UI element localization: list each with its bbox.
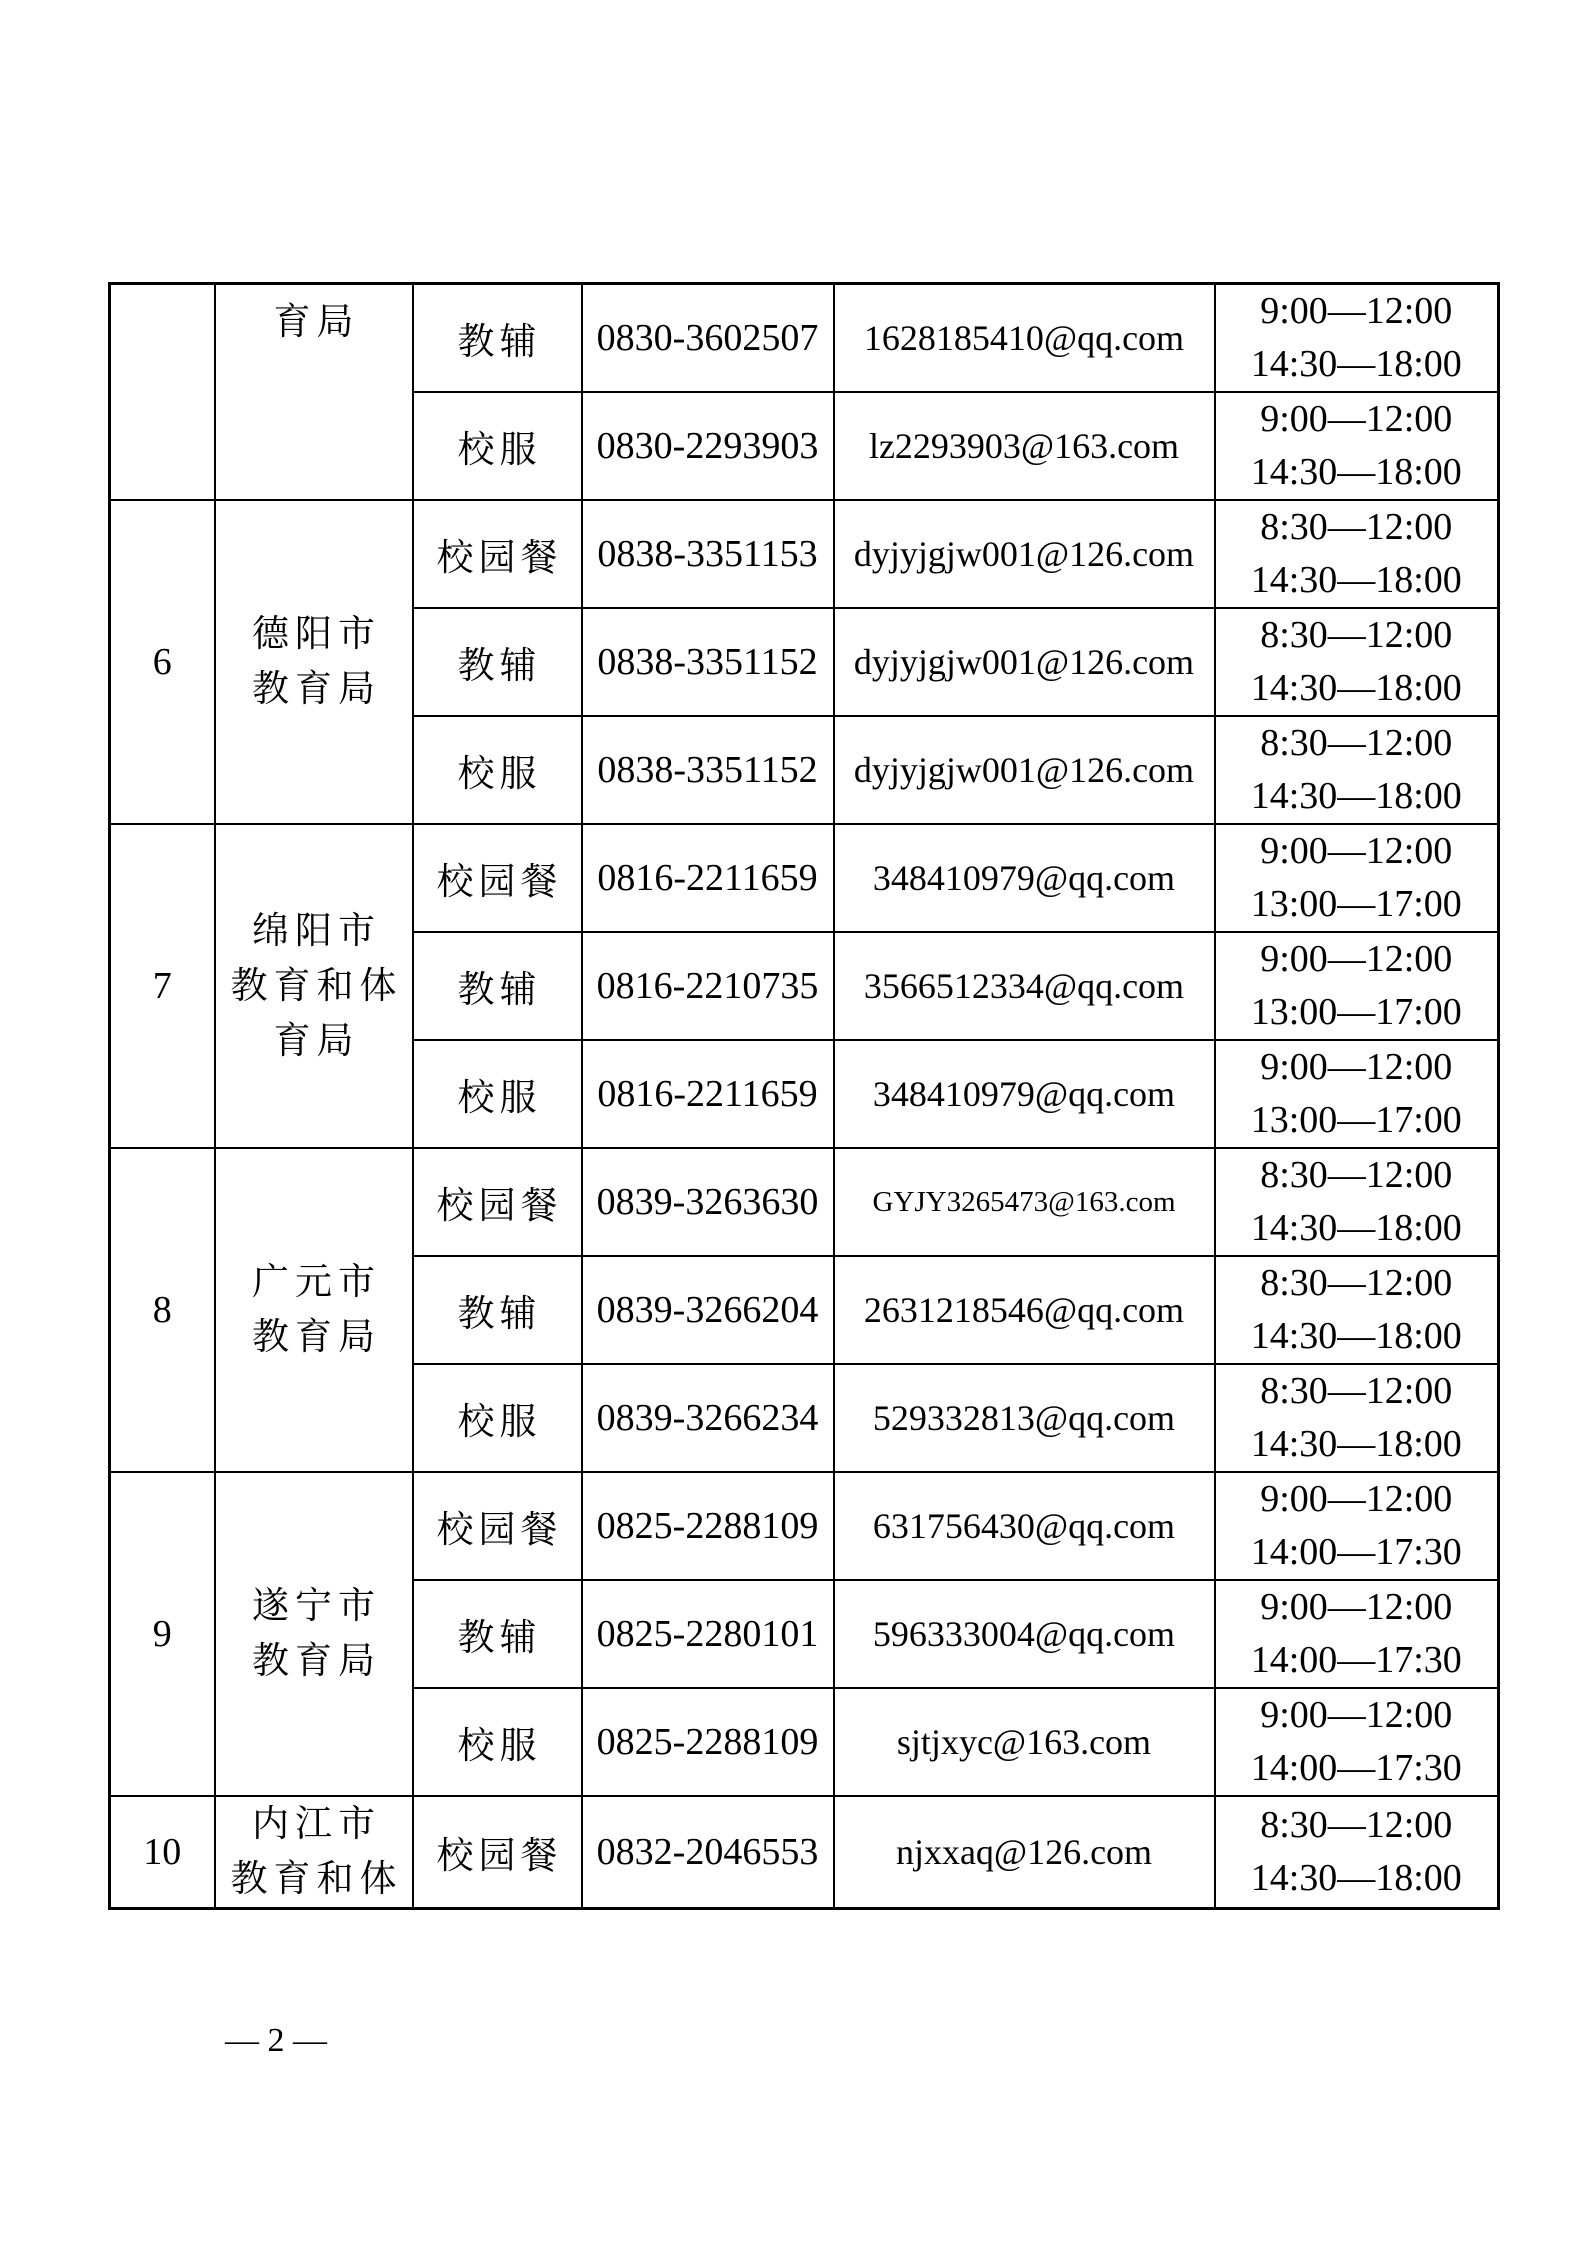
unit-name-line: 教育和体	[230, 1859, 403, 1900]
category-cell: 校园餐	[413, 1472, 582, 1580]
table-row	[110, 284, 1499, 393]
unit-name-cell	[215, 1472, 413, 1796]
unit-name-line: 绵阳市	[252, 910, 381, 952]
category-cell: 教辅	[413, 1580, 582, 1688]
category-cell: 教辅	[413, 1256, 582, 1364]
category-cell: 教辅	[413, 284, 582, 393]
unit-name-line: 教育局	[252, 669, 381, 710]
office-hours-line: 14:00—17:30	[1250, 1747, 1462, 1789]
table-row	[110, 1796, 1499, 1909]
office-hours-cell	[1215, 932, 1499, 1040]
email-cell: 631756430@qq.com	[834, 1472, 1215, 1580]
office-hours-line: 8:30—12:00	[1260, 614, 1453, 656]
email-cell: 1628185410@qq.com	[834, 284, 1215, 393]
table-row	[110, 500, 1499, 608]
office-hours-line: 8:30—12:00	[1260, 506, 1453, 548]
office-hours-cell	[1215, 1472, 1499, 1580]
phone-cell: 0825-2280101	[582, 1580, 834, 1688]
category-cell: 校服	[413, 1040, 582, 1148]
unit-name-line: 教育局	[252, 1641, 381, 1682]
unit-name-cell	[215, 284, 413, 501]
office-hours-line: 14:00—17:30	[1250, 1531, 1462, 1573]
email-cell: lz2293903@163.com	[834, 392, 1215, 500]
phone-cell: 0825-2288109	[582, 1688, 834, 1796]
category-cell: 校园餐	[413, 1148, 582, 1256]
unit-name-line: 教育局	[252, 1317, 381, 1358]
office-hours-line: 9:00—12:00	[1260, 830, 1453, 872]
unit-name-cell	[215, 1148, 413, 1472]
phone-cell: 0838-3351152	[582, 716, 834, 824]
unit-name-line: 教育和体	[230, 965, 403, 1007]
category-cell: 校园餐	[413, 500, 582, 608]
office-hours-line: 14:30—18:00	[1250, 343, 1462, 385]
phone-cell: 0838-3351152	[582, 608, 834, 716]
serial-number-cell: 9	[110, 1472, 215, 1796]
office-hours-cell	[1215, 1796, 1499, 1909]
category-cell: 教辅	[413, 608, 582, 716]
office-hours-cell	[1215, 1364, 1499, 1472]
phone-cell: 0816-2211659	[582, 824, 834, 932]
unit-name-line: 广元市	[252, 1262, 381, 1303]
office-hours-line: 13:00—17:00	[1250, 991, 1462, 1033]
office-hours-line: 9:00—12:00	[1260, 290, 1453, 332]
unit-name-line: 内江市	[252, 1804, 381, 1845]
office-hours-line: 9:00—12:00	[1260, 1478, 1453, 1520]
phone-cell: 0832-2046553	[582, 1796, 834, 1909]
email-cell: 596333004@qq.com	[834, 1580, 1215, 1688]
email-cell: 3566512334@qq.com	[834, 932, 1215, 1040]
unit-name-line: 育局	[273, 302, 360, 343]
serial-number-cell: 7	[110, 824, 215, 1148]
phone-cell: 0839-3266234	[582, 1364, 834, 1472]
category-cell: 校园餐	[413, 824, 582, 932]
category-cell: 校园餐	[413, 1796, 582, 1909]
office-hours-line: 8:30—12:00	[1260, 722, 1453, 764]
phone-cell: 0838-3351153	[582, 500, 834, 608]
office-hours-cell	[1215, 1040, 1499, 1148]
office-hours-line: 8:30—12:00	[1260, 1804, 1453, 1846]
email-cell: 348410979@qq.com	[834, 1040, 1215, 1148]
table-row	[110, 1148, 1499, 1256]
category-cell: 校服	[413, 716, 582, 824]
office-hours-line: 14:30—18:00	[1250, 559, 1462, 601]
office-hours-line: 9:00—12:00	[1260, 398, 1453, 440]
table-row	[110, 1472, 1499, 1580]
phone-cell: 0839-3263630	[582, 1148, 834, 1256]
email-cell: sjtjxyc@163.com	[834, 1688, 1215, 1796]
table-row	[110, 824, 1499, 932]
category-cell: 校服	[413, 392, 582, 500]
email-cell: dyjyjgjw001@126.com	[834, 716, 1215, 824]
office-hours-line: 13:00—17:00	[1250, 883, 1462, 925]
office-hours-line: 9:00—12:00	[1260, 1046, 1453, 1088]
category-cell: 校服	[413, 1364, 582, 1472]
office-hours-line: 8:30—12:00	[1260, 1262, 1453, 1304]
email-cell: njxxaq@126.com	[834, 1796, 1215, 1909]
page-number: — 2 —	[225, 2022, 327, 2059]
email-cell: GYJY3265473@163.com	[834, 1148, 1215, 1256]
category-cell: 校服	[413, 1688, 582, 1796]
office-hours-cell	[1215, 716, 1499, 824]
phone-cell: 0825-2288109	[582, 1472, 834, 1580]
office-hours-cell	[1215, 1148, 1499, 1256]
office-hours-line: 8:30—12:00	[1260, 1370, 1453, 1412]
unit-name-line: 育局	[273, 1020, 360, 1062]
serial-number-cell: 10	[110, 1796, 215, 1909]
office-hours-line: 14:30—18:00	[1250, 775, 1462, 817]
office-hours-line: 14:30—18:00	[1250, 1315, 1462, 1357]
email-cell: 529332813@qq.com	[834, 1364, 1215, 1472]
office-hours-cell	[1215, 1688, 1499, 1796]
office-hours-line: 13:00—17:00	[1250, 1099, 1462, 1141]
office-hours-line: 14:30—18:00	[1250, 1207, 1462, 1249]
email-cell: 2631218546@qq.com	[834, 1256, 1215, 1364]
email-cell: dyjyjgjw001@126.com	[834, 608, 1215, 716]
unit-name-cell	[215, 500, 413, 824]
unit-name-cell	[215, 1796, 413, 1909]
email-cell: dyjyjgjw001@126.com	[834, 500, 1215, 608]
office-hours-line: 8:30—12:00	[1260, 1154, 1453, 1196]
office-hours-line: 9:00—12:00	[1260, 1694, 1453, 1736]
serial-number-cell: 6	[110, 500, 215, 824]
category-cell: 教辅	[413, 932, 582, 1040]
unit-name-cell	[215, 824, 413, 1148]
email-cell: 348410979@qq.com	[834, 824, 1215, 932]
office-hours-cell	[1215, 1580, 1499, 1688]
office-hours-line: 14:30—18:00	[1250, 451, 1462, 493]
office-hours-cell	[1215, 284, 1499, 393]
phone-cell: 0830-2293903	[582, 392, 834, 500]
phone-cell: 0839-3266204	[582, 1256, 834, 1364]
phone-cell: 0816-2211659	[582, 1040, 834, 1148]
serial-number-cell	[110, 284, 215, 501]
phone-cell: 0830-3602507	[582, 284, 834, 393]
office-hours-line: 9:00—12:00	[1260, 1586, 1453, 1628]
office-hours-line: 14:30—18:00	[1250, 667, 1462, 709]
unit-name-line: 遂宁市	[252, 1586, 381, 1627]
office-hours-line: 9:00—12:00	[1260, 938, 1453, 980]
contact-table	[108, 282, 1500, 1910]
office-hours-cell	[1215, 500, 1499, 608]
office-hours-cell	[1215, 608, 1499, 716]
unit-name-line: 德阳市	[252, 614, 381, 655]
office-hours-cell	[1215, 1256, 1499, 1364]
office-hours-line: 14:30—18:00	[1250, 1857, 1462, 1899]
phone-cell: 0816-2210735	[582, 932, 834, 1040]
serial-number-cell: 8	[110, 1148, 215, 1472]
office-hours-line: 14:00—17:30	[1250, 1639, 1462, 1681]
office-hours-cell	[1215, 824, 1499, 932]
office-hours-cell	[1215, 392, 1499, 500]
office-hours-line: 14:30—18:00	[1250, 1423, 1462, 1465]
